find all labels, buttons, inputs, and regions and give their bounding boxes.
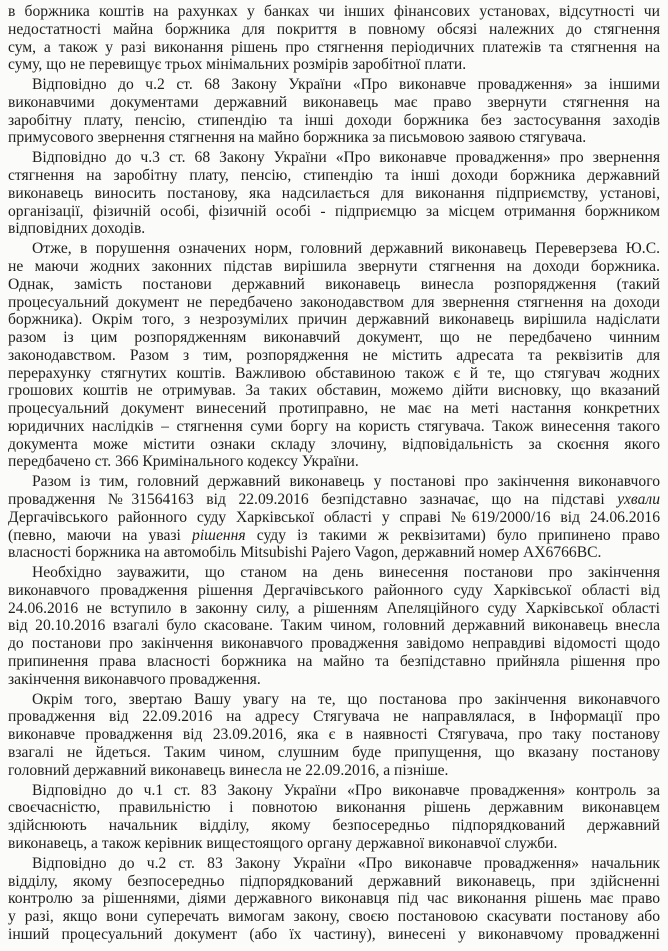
text-segment: Дергачівського районного суду Харківської області у справі №619/2000/16 від 24.06.2016 [8,508,660,526]
text-line: головний державний виконавець винесла не 22.09.2016, а пізніше. [8,761,449,779]
paragraph [8,473,660,562]
text-line: Необхідно зауважити, що станом на день винесення постанови про закінчення [32,564,660,582]
text-line: своєчасністю, правильністю і повнотою виконання рішень державним виконавцем [8,799,660,817]
text-line: у разі, якщо вони суперечать вимогам закону, своєю постановою скасувати постанову або [8,908,660,925]
text-line: примусового звернення стягнення на майно боржника за письмовою заявою стягувача. [8,129,587,147]
text-line: документа може містити ознаки складу злочину, відповідальність за скоєння якого [8,435,660,453]
text-line: виконавець виносить постанову, яка надсилається для виконання підприємству, установі, [8,184,660,202]
text-segment: Разом із тим, головний державний виконавець у постанові про закінчення виконавчого [32,473,660,491]
text-line: контролю за рішеннями, діями державного виконавця під час виконання рішень має право [8,890,660,908]
text-line: відділу, якому безпосередньо підпорядкований державний виконавець, при здійсненні [8,872,660,890]
text-line: заробітну плату, пенсію, стипендію та інші доходи боржника без застосування заходів [8,111,660,129]
italic-text: ухвали [617,491,660,508]
text-line: 24.06.2016 не вступило в законну силу, а рішенням Апеляційного суду Харківської області [8,599,660,617]
paragraph [8,855,660,944]
text-line: виконавчими документами державний виконавець має право звернути стягнення на [8,93,660,111]
text-line: разом із цим розпорядженням виконавчий документ, що не передбачено чинним [8,329,660,347]
text-segment: власності боржника на автомобіль Mitsubishi Pajero Vagon, державний номер АХ6766ВС. [8,544,602,562]
text-line: суму, що не перевищує трьох мінімальних розмірів заробітної плати. [8,56,467,74]
text-line: провадження від 22.09.2016 на адресу Стягувача не направлялася, в Інформації про [8,708,660,726]
text-line: стягнення на заробітну плату, пенсію, стипендію та інші доходи боржника державний [8,167,660,185]
text-line: від 20.10.2016 взагалі було скасоване. Таким чином, головний державний виконавець внесла [8,617,660,635]
paragraph [8,564,660,688]
text-line: інший процесуальний документ (або їх частину), винесені у виконавчому провадженні [8,925,660,943]
text-line [8,527,660,545]
text-line: організації, фізичній особі, фізичній особі - підприємцю за місцем отримання боржником [8,202,660,220]
text-line [8,473,660,491]
text-line: Відповідно до ч.2 ст. 68 Закону України «Про виконавче провадження» за іншими [32,76,660,94]
text-line: відповідних доходів. [8,220,146,238]
text-line: сум, а також у разі виконання рішень про стягнення періодичних платежів та стягнення на [8,38,660,56]
text-line [8,509,660,527]
text-line: передбачено ст. 366 Кримінального кодексу України. [8,453,359,471]
paragraph [8,76,660,147]
text-line: процесуальний документ не передбачено законодавством для звернення стягнення на доходи [8,293,660,311]
text-line: не маючи жодних законних підстав вирішила звернути стягнення на доходи боржника. [8,258,660,276]
italic-text: рішення [192,526,246,544]
text-line: здійснюють начальник відділу, якому безпосередньо підпорядкований державний [8,817,660,835]
text-line: законодавством. Разом з тим, розпорядження не містить адресата та реквізитів для [8,346,660,364]
paragraph [8,149,660,238]
text-line: Відповідно до ч.2 ст. 83 Закону України «Про виконавче провадження» начальник [32,854,660,872]
text-segment: провадження №31564163 від 22.09.2016 безпідставно зазначає, що на підставі [8,491,618,508]
text-line: процесуальний документ винесений протиправно, не має на меті настання конкретних [8,400,660,418]
text-line: в боржника коштів на рахунках у банках чи інших фінансових установах, відсутності чи [8,3,660,20]
text-line: Окрім того, звертаю Вашу увагу на те, що постанова про закінчення виконавчого [32,690,660,708]
text-line: Відповідно до ч.1 ст. 83 Закону України «Про виконавче провадження» контроль за [32,781,660,799]
text-segment: суду із такими ж реквізитами) було припинено право [245,526,660,544]
text-line: перерахунку стягнутих коштів. Важливою обставиною також є й те, що стягувач жодних [8,364,660,382]
text-line: виконавчого провадження рішення Дергачівського районного суду Харківської області від [8,581,660,599]
text-line: недостатності майна боржника для покриття в повному обсязі належних до стягнення [8,20,660,38]
text-line [8,544,660,562]
text-line: Відповідно до ч.3 ст. 68 Закону України «Про виконавче провадження» про звернення [32,149,660,167]
text-line: юридичних наслідків – стягнення суми боргу на користь стягувача. Також винесення такого [8,417,660,435]
text-line: припинення права власності боржника на майно та безпідставно прийняла рішення про [8,652,660,670]
paragraph [8,782,660,853]
text-line [8,491,660,509]
text-line: виконавець, а також керівник вищестоящого органу державної виконавчої служби. [8,834,558,852]
text-line: виконавче провадження від 23.09.2016, яка є в наявності Стягувача, про таку постанову [8,726,660,744]
paragraph [8,3,660,74]
document-page [8,3,660,946]
text-segment: (певно, маючи на увазі [8,526,193,544]
text-line: боржника). Окрім того, з незрозумілих причин державний виконавець вирішила надіслати [8,311,660,329]
paragraph [8,691,660,780]
text-line: Отже, в порушення означених норм, головний державний виконавець Переверзева Ю.С. [32,240,660,258]
text-line: Однак, замість постанови державний виконавець винесла розпорядження (такий [8,275,660,293]
text-line: до постанови про закінчення виконавчого провадження завідомо неправдиві відомості щодо [8,635,660,653]
text-line: грошових коштів не отримував. За таких обставин, можемо дійти висновку, що вказаний [8,382,660,400]
text-line: взагалі не йдеться. Таким чином, слушним буде припущення, що вказану постанову [8,743,660,761]
paragraph [8,240,660,471]
text-line: закінчення виконавчого провадження. [8,670,261,688]
